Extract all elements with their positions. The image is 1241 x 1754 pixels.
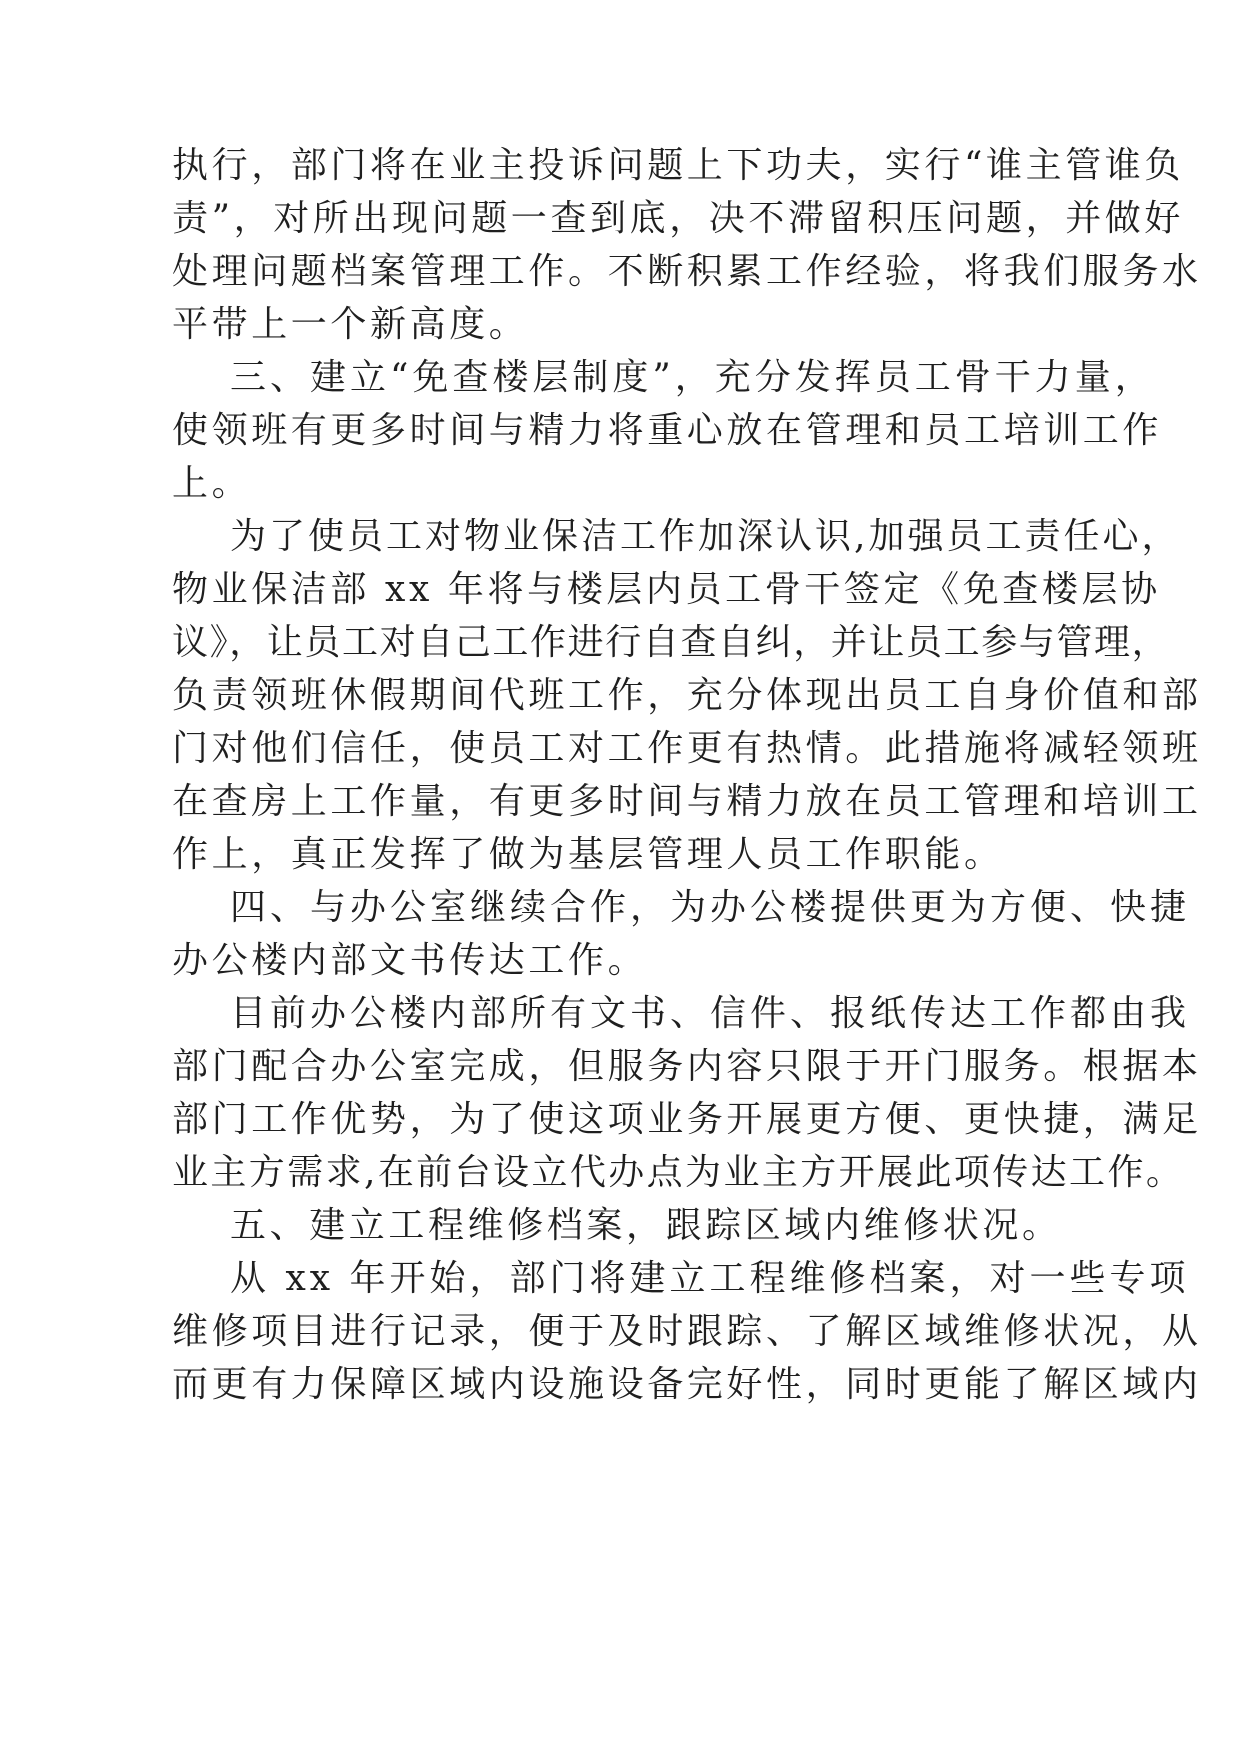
text-line-16: 办公楼内部文书传达工作。 <box>172 940 648 981</box>
text-line-3: 处理问题档案管理工作。不断积累工作经验，将我们服务水 <box>172 251 1202 292</box>
text-line-22: 从 xx 年开始，部门将建立工程维修档案，对一些专项 <box>230 1258 1190 1299</box>
section-heading-3: 三、建立“免查楼层制度”，充分发挥员工骨干力量， <box>230 357 1155 398</box>
text-line-17: 目前办公楼内部所有文书、信件、报纸传达工作都由我 <box>230 993 1191 1034</box>
text-line-9: 物业保洁部 xx 年将与楼层内员工骨干签定《免查楼层协 <box>172 569 1161 610</box>
text-line-2: 责”，对所出现问题一查到底，决不滞留积压问题，并做好 <box>172 198 1185 239</box>
text-line-11: 负责领班休假期间代班工作，充分体现出员工自身价值和部 <box>172 675 1202 716</box>
text-line-24: 而更有力保障区域内设施设备完好性，同时更能了解区域内 <box>172 1364 1202 1405</box>
text-line-23: 维修项目进行记录，便于及时跟踪、了解区域维修状况，从 <box>172 1311 1202 1352</box>
text-line-4: 平带上一个新高度。 <box>172 304 529 345</box>
text-line-7: 上。 <box>172 463 252 504</box>
text-line-10: 议》，让员工对自己工作进行自查自纠，并让员工参与管理， <box>172 622 1170 663</box>
text-line-1: 执行，部门将在业主投诉问题上下功夫，实行“谁主管谁负 <box>172 145 1185 186</box>
text-line-14: 作上，真正发挥了做为基层管理人员工作职能。 <box>172 834 1004 875</box>
text-line-19: 部门工作优势，为了使这项业务开展更方便、更快捷，满足 <box>172 1099 1202 1140</box>
text-line-6: 使领班有更多时间与精力将重心放在管理和员工培训工作 <box>172 410 1163 451</box>
text-line-20: 业主方需求,在前台设立代办点为业主方开展此项传达工作。 <box>172 1152 1185 1193</box>
section-heading-5: 五、建立工程维修档案，跟踪区域内维修状况。 <box>230 1205 1062 1246</box>
text-line-12: 门对他们信任，使员工对工作更有热情。此措施将减轻领班 <box>172 728 1202 769</box>
section-heading-4: 四、与办公室继续合作，为办公楼提供更为方便、快捷 <box>230 887 1191 928</box>
text-line-13: 在查房上工作量，有更多时间与精力放在员工管理和培训工 <box>172 781 1202 822</box>
text-line-18: 部门配合办公室完成，但服务内容只限于开门服务。根据本 <box>172 1046 1202 1087</box>
text-line-8: 为了使员工对物业保洁工作加深认识,加强员工责任心， <box>230 516 1181 557</box>
